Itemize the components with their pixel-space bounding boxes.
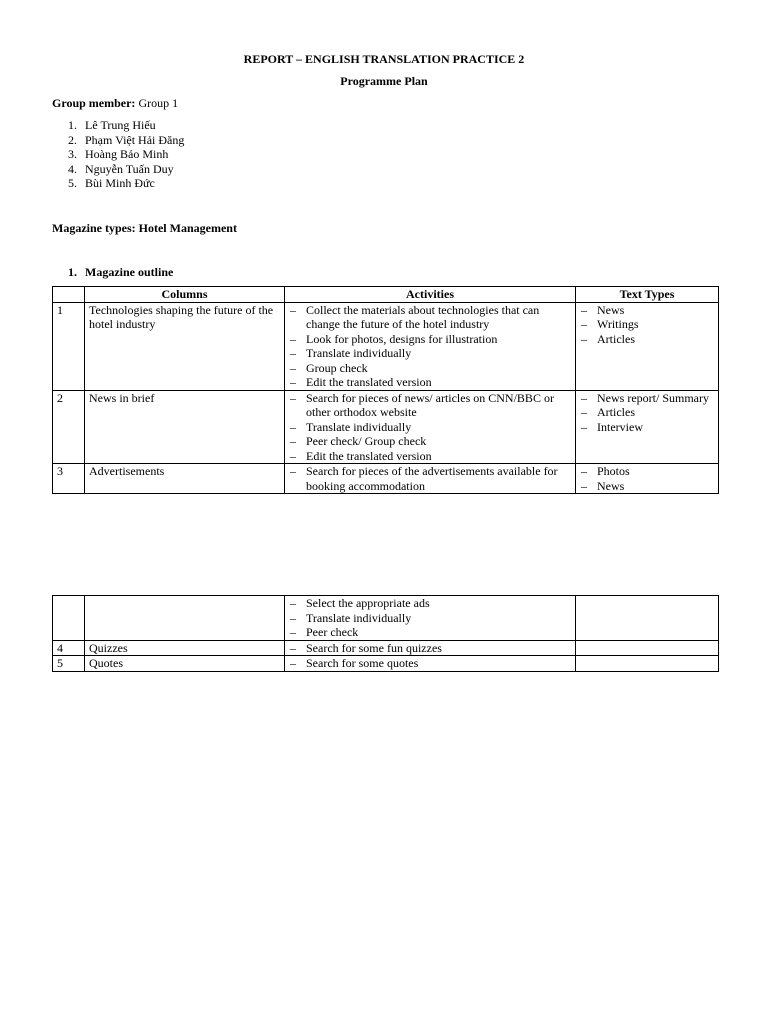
section-title: Magazine outline (85, 265, 174, 279)
table-row (53, 656, 719, 672)
activity-item: – Translate individually (289, 420, 571, 435)
member-number: 3. (68, 147, 77, 161)
row-number: 1 (53, 302, 85, 390)
section-number: 1. (68, 265, 77, 279)
text-type-item: – News (580, 479, 714, 494)
header-cell-text-types: Text Types (576, 287, 719, 303)
member-name: Phạm Việt Hải Đăng (85, 132, 185, 147)
member-item (68, 147, 184, 162)
text-types-cell (576, 656, 719, 672)
column-name: Quizzes (85, 640, 285, 656)
text-types-cell (576, 596, 719, 641)
activities-cell (285, 302, 576, 390)
activities-cell (285, 596, 576, 641)
member-name: Nguyễn Tuấn Duy (85, 161, 174, 176)
activity-item: – Peer check (289, 625, 571, 640)
text-type-item: – News (580, 303, 714, 318)
section-heading (68, 265, 173, 280)
text-types-cell (576, 390, 719, 464)
group-member-label: Group member: (52, 96, 136, 110)
activity-item: – Edit the translated version (289, 449, 571, 464)
member-item (68, 133, 184, 148)
activity-item: – Translate individually (289, 611, 571, 626)
magazine-outline-table (52, 286, 719, 494)
member-number: 5. (68, 176, 77, 190)
activity-item: – Search for pieces of news/ articles on CNN/BBC or other orthodox website (289, 391, 571, 420)
column-name (85, 596, 285, 641)
activities-cell (285, 656, 576, 672)
member-item (68, 118, 184, 133)
text-types-cell (576, 464, 719, 494)
activity-item: – Search for pieces of the advertisements available for booking accommodation (289, 464, 571, 493)
activities-cell (285, 390, 576, 464)
text-type-item: – News report/ Summary (580, 391, 714, 406)
activity-item: – Group check (289, 361, 571, 376)
member-item (68, 162, 184, 177)
member-name: Hoàng Bảo Minh (85, 147, 169, 161)
table-row (53, 640, 719, 656)
header-cell-no (53, 287, 85, 303)
activities-cell (285, 464, 576, 494)
text-type-item: – Articles (580, 405, 714, 420)
activity-item: – Select the appropriate ads (289, 596, 571, 611)
row-number (53, 596, 85, 641)
text-types-cell (576, 640, 719, 656)
column-name: Advertisements (85, 464, 285, 494)
text-type-item: – Photos (580, 464, 714, 479)
row-number: 4 (53, 640, 85, 656)
table-header-row (53, 287, 719, 303)
row-number: 2 (53, 390, 85, 464)
member-number: 1. (68, 118, 77, 132)
text-type-item: – Interview (580, 420, 714, 435)
header-cell-activities: Activities (285, 287, 576, 303)
member-name: Lê Trung Hiếu (85, 118, 156, 132)
member-number: 2. (68, 132, 77, 147)
text-type-item: – Writings (580, 317, 714, 332)
activity-item: – Peer check/ Group check (289, 434, 571, 449)
column-name: Technologies shaping the future of the hotel industry (85, 302, 285, 390)
table-row (53, 596, 719, 641)
table-row (53, 464, 719, 494)
activity-item: – Collect the materials about technologies that can change the future of the hotel industry (289, 303, 571, 332)
row-number: 5 (53, 656, 85, 672)
activity-item: – Search for some quotes (289, 656, 571, 671)
group-member-value: Group 1 (138, 96, 179, 110)
activity-item: – Edit the translated version (289, 375, 571, 390)
activity-item: – Look for photos, designs for illustration (289, 332, 571, 347)
report-title: REPORT – ENGLISH TRANSLATION PRACTICE 2 (243, 52, 525, 66)
group-member-line (52, 96, 178, 111)
member-list (68, 118, 184, 191)
activity-item: – Translate individually (289, 346, 571, 361)
magazine-types-heading: Magazine types: Hotel Management (52, 221, 237, 235)
report-subtitle: Programme Plan (340, 74, 428, 88)
column-name: News in brief (85, 390, 285, 464)
table-row (53, 302, 719, 390)
text-type-item: – Articles (580, 332, 714, 347)
activity-item: – Search for some fun quizzes (289, 641, 571, 656)
activities-cell (285, 640, 576, 656)
magazine-outline-table-continued (52, 595, 719, 672)
member-name: Bùi Minh Đức (85, 176, 155, 190)
row-number: 3 (53, 464, 85, 494)
column-name: Quotes (85, 656, 285, 672)
text-types-cell (576, 302, 719, 390)
table-row (53, 390, 719, 464)
member-number: 4. (68, 161, 77, 176)
member-item (68, 176, 184, 191)
header-cell-columns: Columns (85, 287, 285, 303)
